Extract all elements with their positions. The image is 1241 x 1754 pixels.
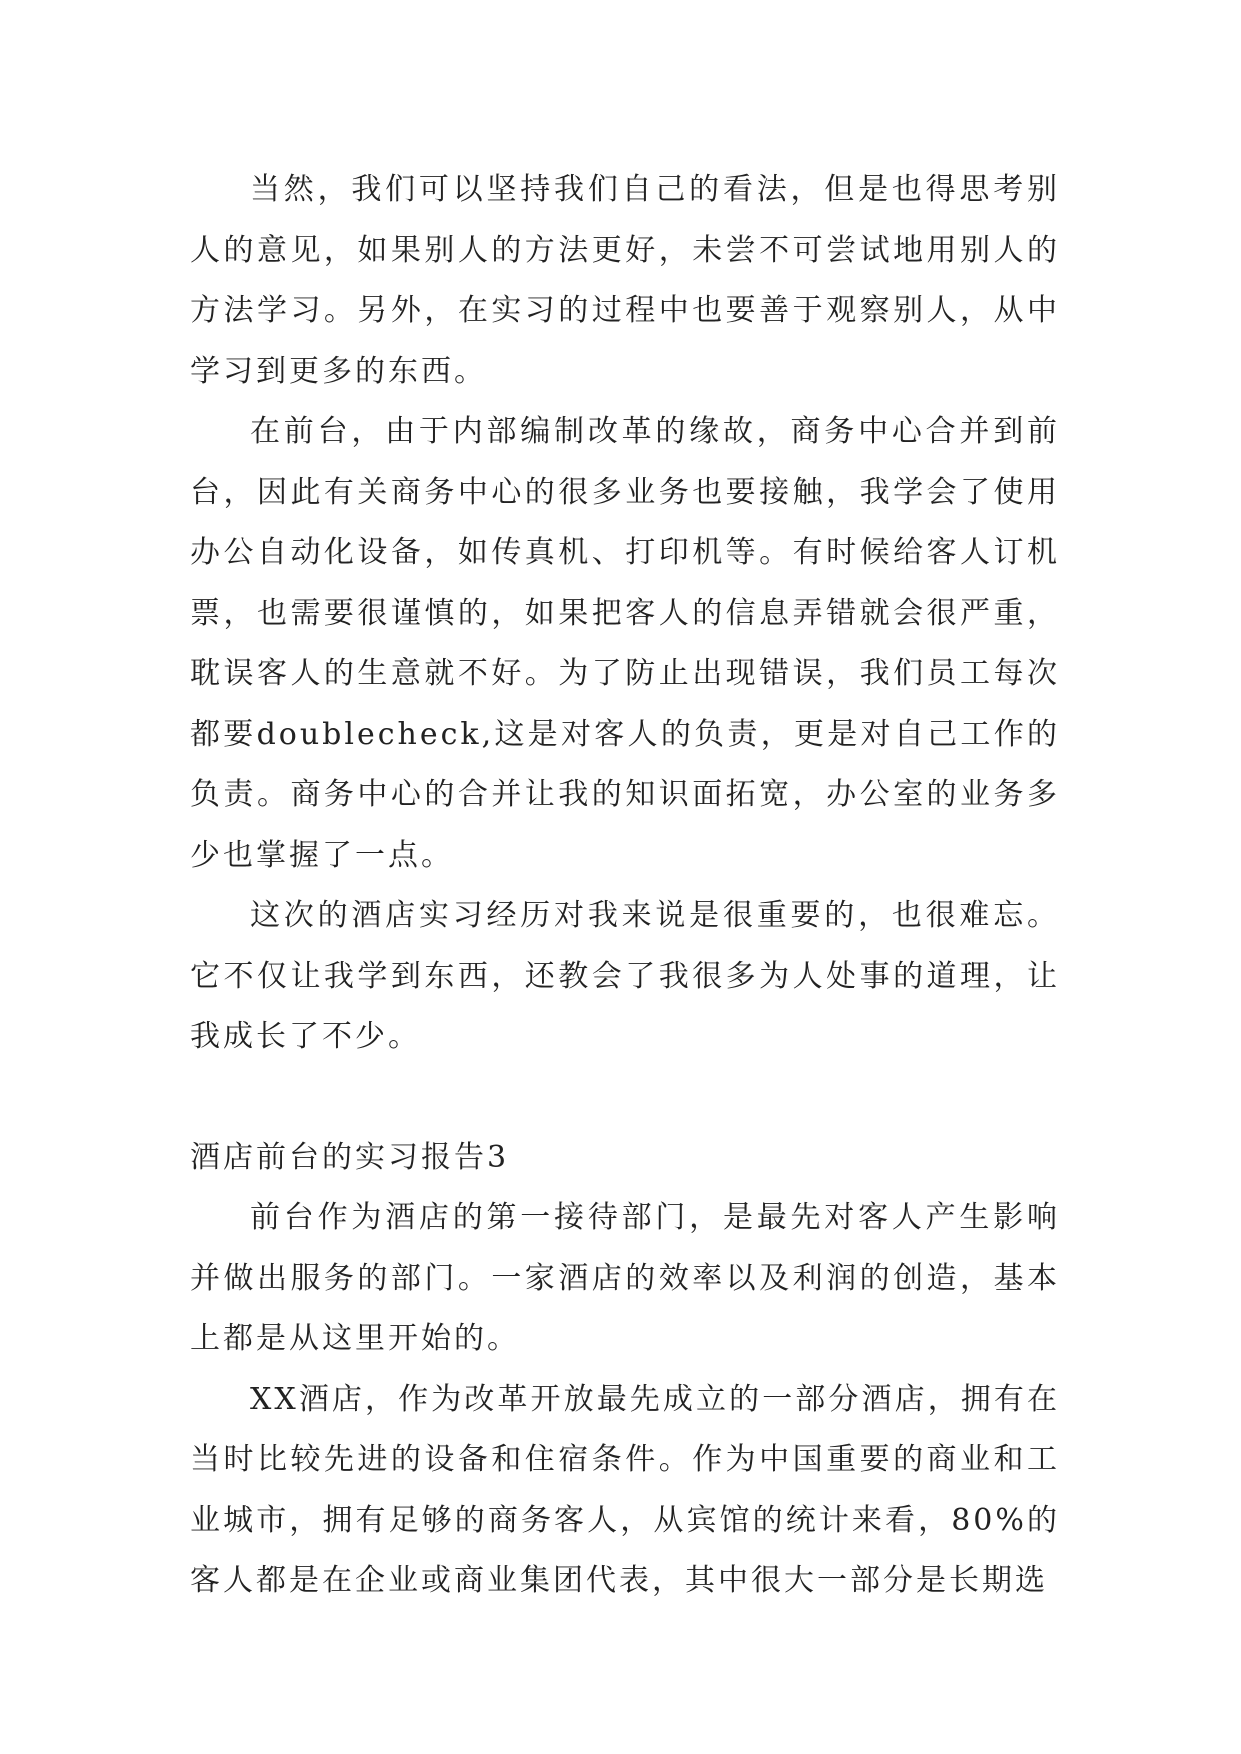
paragraph-4: 前台作为酒店的第一接待部门，是最先对客人产生影响并做出服务的部门。一家酒店的效率以及利润的创造，基本上都是从这里开始的。 (190, 1200, 1060, 1356)
paragraph-1: 当然，我们可以坚持我们自己的看法，但是也得思考别人的意见，如果别人的方法更好，未尝不可尝试地用别人的方法学习。另外，在实习的过程中也要善于观察别人，从中学习到更多的东西。 (190, 172, 1060, 389)
paragraph-5: XX酒店，作为改革开放最先成立的一部分酒店，拥有在当时比较先进的设备和住宿条件。作为中国重要的商业和工业城市，拥有足够的商务客人，从宾馆的统计来看，80%的客人都是在企业或商业集团代表，其中很大一部分是长期选 (190, 1381, 1060, 1598)
document-body (190, 160, 1060, 1612)
paragraph-3: 这次的酒店实习经历对我来说是很重要的，也很难忘。它不仅让我学到东西，还教会了我很多为人处事的道理，让我成长了不少。 (190, 898, 1060, 1054)
section-title: 酒店前台的实习报告3 (190, 1139, 510, 1175)
paragraph-2: 在前台，由于内部编制改革的缘故，商务中心合并到前台，因此有关商务中心的很多业务也要接触，我学会了使用办公自动化设备，如传真机、打印机等。有时候给客人订机票，也需要很谨慎的，如果把客人的信息弄错就会很严重，耽误客人的生意就不好。为了防止出现错误，我们员工每次都要doublecheck,这是对客人的负责，更是对自己工作的负责。商务中心的合并让我的知识面拓宽，办公室的业务多少也掌握了一点。 (190, 414, 1060, 873)
